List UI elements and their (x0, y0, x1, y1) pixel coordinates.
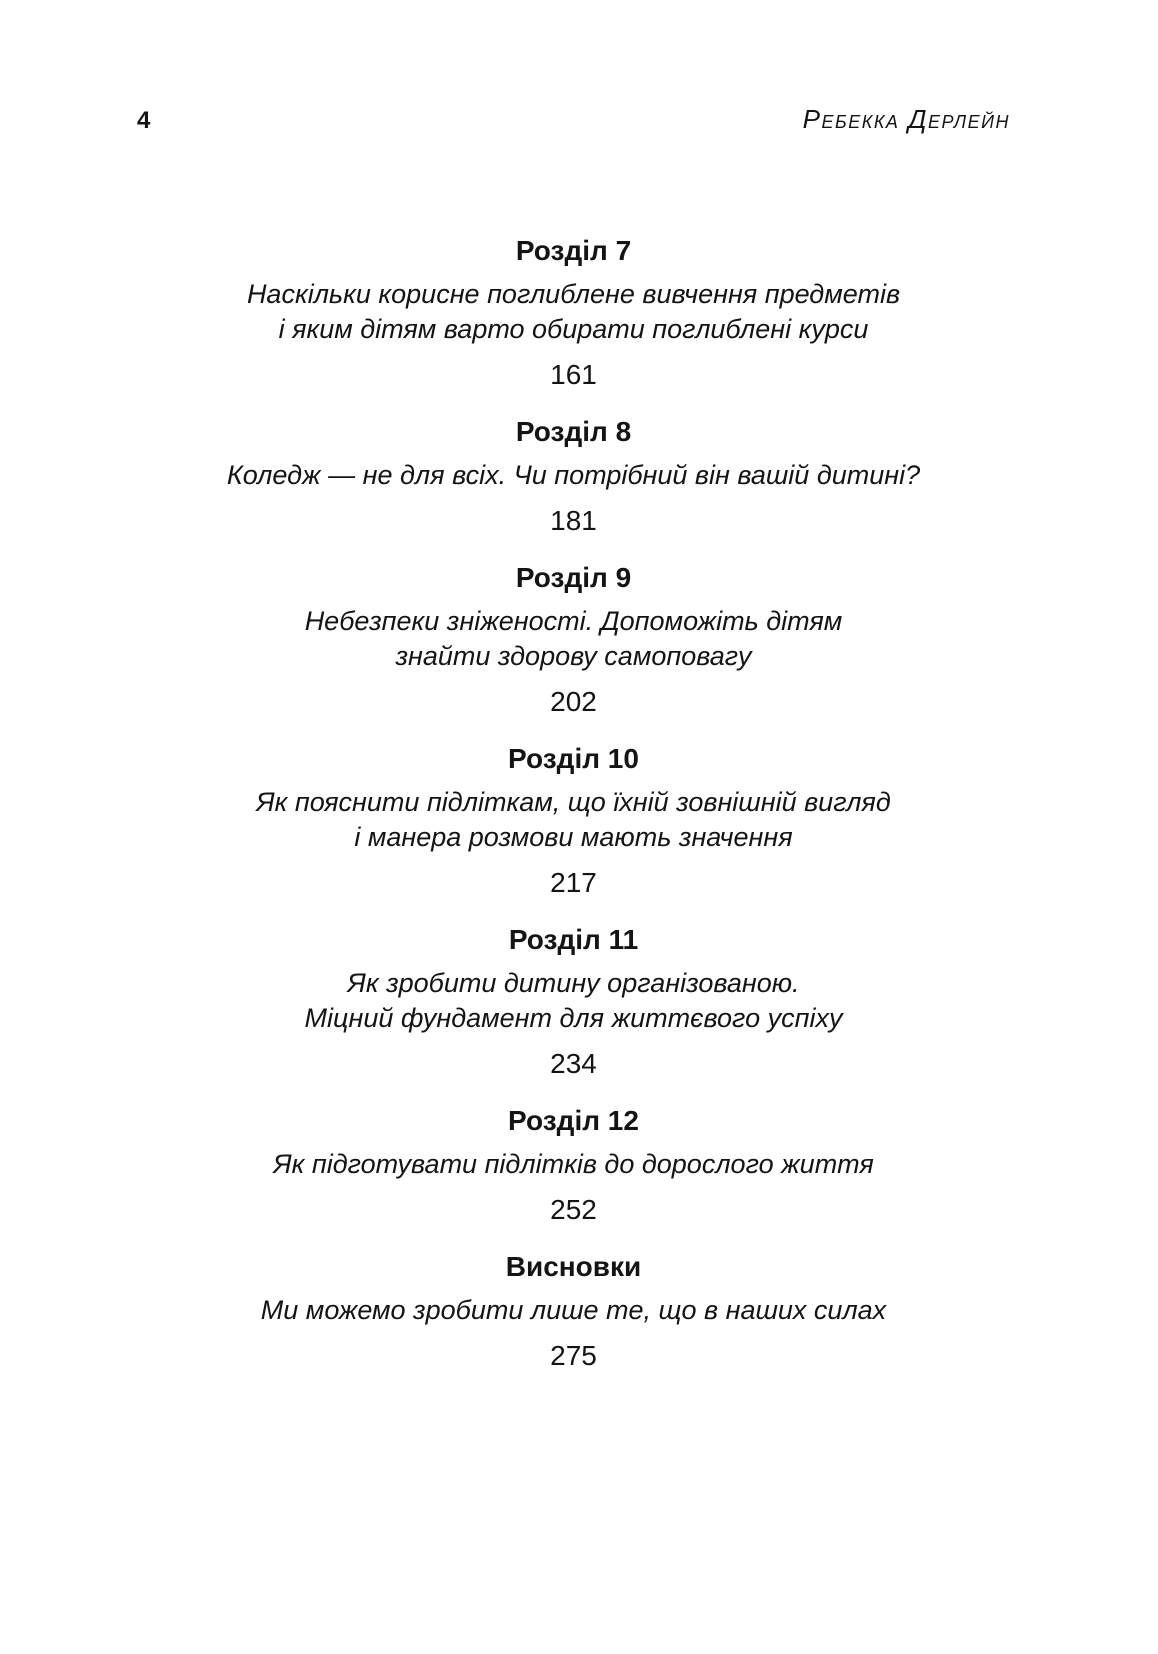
chapter-title-line: Наскільки корисне поглиблене вивчення предметів (246, 279, 901, 309)
chapter-title (137, 1147, 1010, 1182)
chapter-page-number: 252 (550, 1194, 597, 1225)
chapter-title-line: Небезпеки зніженості. Допоможіть дітям (304, 606, 843, 636)
chapter-heading: Розділ 12 (508, 1105, 639, 1136)
chapter-heading: Розділ 9 (515, 562, 632, 593)
toc-entry (137, 922, 1010, 1082)
chapter-heading: Розділ 10 (508, 743, 639, 774)
chapter-title (137, 966, 1010, 1036)
chapter-title-line: знайти здорову самоповагу (395, 641, 752, 671)
toc-entry (137, 233, 1010, 393)
chapter-page-number: 202 (550, 686, 597, 717)
chapter-page-number: 234 (550, 1048, 597, 1079)
chapter-page-number: 217 (550, 867, 597, 898)
chapter-title-line: і манера розмови мають значення (354, 822, 793, 852)
page-number: 4 (137, 107, 151, 134)
chapter-title-line: Як пояснити підліткам, що їхній зовнішній вигляд (256, 787, 891, 817)
toc-entry (137, 560, 1010, 720)
toc-entry (137, 1249, 1010, 1374)
chapter-heading: Розділ 8 (515, 416, 632, 447)
chapter-title (137, 458, 1010, 493)
running-header (137, 103, 1010, 137)
table-of-contents (137, 233, 1010, 1374)
toc-entry (137, 1103, 1010, 1228)
chapter-title (137, 785, 1010, 855)
chapter-title-line: Як підготувати підлітків до дорослого життя (273, 1149, 874, 1179)
toc-entry (137, 741, 1010, 901)
chapter-heading: Розділ 11 (508, 924, 639, 955)
chapter-page-number: 161 (550, 359, 597, 390)
chapter-title-line: і яким дітям варто обирати поглиблені курси (278, 314, 869, 344)
chapter-title (137, 604, 1010, 674)
chapter-page-number: 275 (550, 1340, 597, 1371)
chapter-heading: Розділ 7 (515, 235, 632, 266)
toc-entry (137, 414, 1010, 539)
chapter-title (137, 1293, 1010, 1328)
chapter-title-line: Як зробити дитину організованою. (347, 968, 800, 998)
chapter-page-number: 181 (550, 505, 597, 536)
running-header-author: Ребекка Дерлейн (802, 104, 1010, 134)
chapter-title-line: Ми можемо зробити лише те, що в наших силах (260, 1295, 887, 1325)
chapter-title-line: Коледж — не для всіх. Чи потрібний він вашій дитині? (226, 460, 921, 490)
chapter-title (137, 277, 1010, 347)
chapter-title-line: Міцний фундамент для життєвого успіху (304, 1003, 843, 1033)
conclusions-heading: Висновки (505, 1251, 642, 1282)
